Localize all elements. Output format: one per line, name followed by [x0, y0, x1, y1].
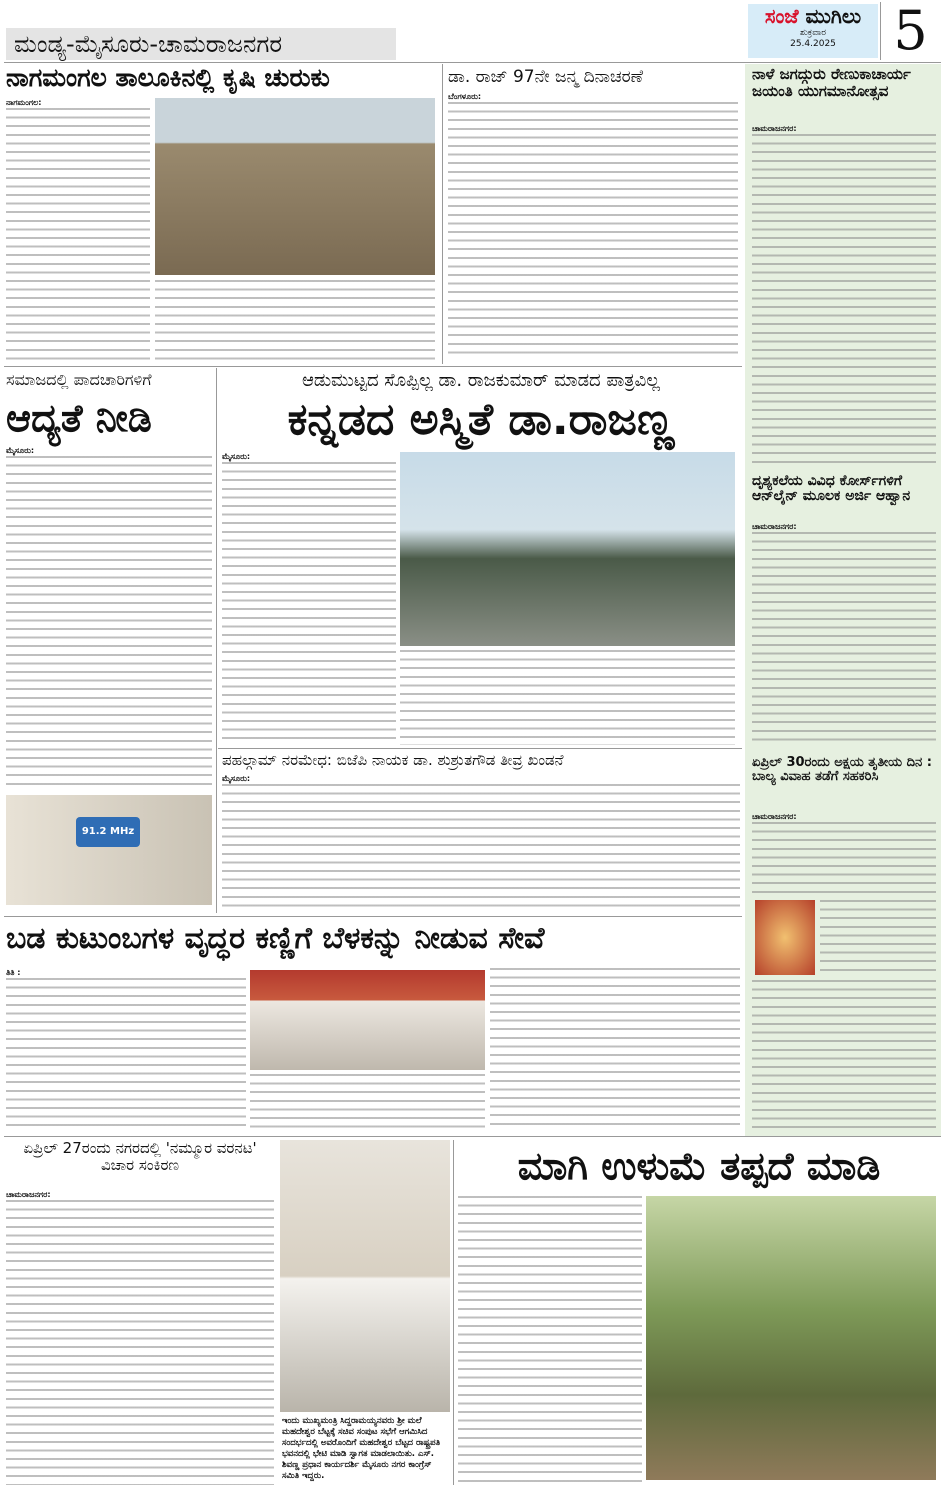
seminar-body: [6, 1200, 274, 1485]
eye-care-body-2: [250, 1074, 485, 1128]
eye-care-body: [6, 978, 246, 1128]
farming-photo: [155, 98, 435, 275]
wedding-hands-photo: [755, 900, 815, 975]
divider: [453, 1140, 454, 1485]
chief-minister-photo: [280, 1140, 450, 1412]
seminar-dateline: ಚಾಮರಾಜನಗರ:: [6, 1190, 51, 1199]
pedestrians-kicker: ಸಮಾಜದಲ್ಲಿ ಪಾದಚಾರಿಗಳಿಗೆ: [6, 370, 152, 389]
rajanna-kicker: ಆಡುಮುಟ್ಟದ ಸೊಪ್ಪಿಲ್ಲ ಡಾ. ರಾಜಕುಮಾರ್ ಮಾಡದ ಪಾತ್ರವಿಲ್ಲ: [301, 370, 661, 391]
child-marriage-body-2: [820, 900, 936, 975]
section-title: ಮಂಡ್ಯ-ಮೈಸೂರು-ಚಾಮರಾಜನಗರ: [6, 28, 396, 60]
date: 25.4.2025: [790, 39, 836, 49]
eye-care-dateline: ತಿತಿ :: [6, 968, 21, 977]
divider: [4, 916, 742, 917]
ploughing-headline: ಮಾಗಿ ಉಳುಮೆ ತಪ್ಪದೆ ಮಾಡಿ: [517, 1144, 881, 1188]
divider: [4, 366, 742, 367]
ox-ploughing-photo: [646, 1196, 936, 1480]
divider: [442, 64, 443, 364]
child-marriage-dateline: ಚಾಮರಾಜನಗರ:: [752, 812, 797, 821]
courses-headline: ದೃಶ್ಯಕಲೆಯ ವಿವಿಧ ಕೋರ್ಸ್‌ಗಳಿಗೆ ಆನ್‌ಲೈನ್ ಮೂಲಕ ಅರ್ಜಿ ಆಹ್ವಾನ: [752, 473, 911, 505]
seminar-headline: ಏಪ್ರಿಲ್ 27ರಂದು ನಗರದಲ್ಲಿ 'ನಮ್ಮೂರ ವರನಟ' ವಿಚಾರ ಸಂಕಿರಣ: [23, 1139, 257, 1174]
courses-body: [752, 532, 936, 747]
rajanna-body: [222, 462, 396, 745]
eye-care-headline: ಬಡ ಕುಟುಂಬಗಳ ವೃದ್ಧರ ಕಣ್ಣಿಗೆ ಬೆಳಕನ್ನು ನೀಡುವ ಸೇವೆ: [6, 921, 545, 956]
rajanna-body-2: [400, 650, 735, 745]
divider: [216, 368, 217, 913]
farming-body-2: [155, 280, 435, 360]
divider: [218, 748, 742, 749]
pedestrians-dateline: ಮೈಸೂರು:: [6, 446, 35, 455]
weekday: ಶುಕ್ರವಾರ: [800, 28, 826, 38]
paper-name-2: ಮುಗಿಲು: [805, 4, 862, 28]
courses-dateline: ಚಾಮರಾಜನಗರ:: [752, 522, 797, 531]
chief-minister-photo-caption: ಇಂದು ಮುಖ್ಯಮಂತ್ರಿ ಸಿದ್ದರಾಮಯ್ಯನವರು ಶ್ರೀ ಮಲೆ ಮಹದೇಶ್ವರ ಬೆಟ್ಟಕ್ಕೆ ಸಚಿವ ಸಂಪುಟ ಸಭೆಗೆ ಆಗಮಿಸಿದ ಸಂದರ್ಭದಲ್ಲಿ ಅವರೊಂದಿಗೆ ಮಹದೇಶ್ವರ ಬೆಟ್ಟದ ರಾಷ್ಟ್ರಪತಿ ಭವನದಲ್ಲಿ ಭೇಟಿ ಮಾಡಿ ಸ್ವಾಗತ ಮಾಡಲಾಯಿತು. ಎಸ್. ಶಿವಣ್ಣ ಪ್ರಧಾನ ಕಾರ್ಯದರ್ಶಿ ಮೈಸೂರು ನಗರ ಕಾಂಗ್ರೆಸ್ ಸಮಿತಿ ಇದ್ದರು.: [282, 1416, 441, 1481]
renuka-body: [752, 134, 936, 469]
raj-birthday-dateline: ಬೆಂಗಳೂರು:: [448, 92, 482, 101]
farming-headline: ನಾಗಮಂಗಲ ತಾಲೂಕಿನಲ್ಲಿ ಕೃಷಿ ಚುರುಕು: [6, 63, 330, 92]
raj-birthday-headline: ಡಾ. ರಾಜ್ 97ನೇ ಜನ್ಮ ದಿನಾಚರಣೆ: [448, 67, 644, 87]
radio-studio-photo: [6, 795, 212, 905]
pahalgam-dateline: ಮೈಸೂರು:: [222, 774, 251, 783]
ploughing-body: [458, 1196, 642, 1484]
pahalgam-body: [222, 784, 740, 912]
radio-label: 91.2 MHz: [76, 817, 140, 847]
pedestrians-body: [6, 456, 212, 791]
farming-body: [6, 108, 150, 360]
rajanna-dateline: ಮೈಸೂರು:: [222, 452, 251, 461]
renuka-headline: ನಾಳೆ ಜಗದ್ಗುರು ರೇಣುಕಾಚಾರ್ಯ ಜಯಂತಿ ಯುಗಮಾನೋತ್ಸವ: [752, 65, 911, 100]
farming-dateline: ನಾಗಮಂಗಲ:: [6, 98, 42, 107]
child-marriage-headline: ಏಪ್ರಿಲ್ 30ರಂದು ಅಕ್ಷಯ ತೃತೀಯ ದಿನ : ಬಾಲ್ಯ ವಿವಾಹ ತಡೆಗೆ ಸಹಕರಿಸಿ: [752, 755, 932, 785]
paper-name: ಸಂಜೆ: [764, 4, 799, 28]
rajkumar-statue-photo: [400, 452, 735, 646]
eye-care-photo: [250, 970, 485, 1070]
raj-birthday-body: [448, 102, 738, 360]
rajanna-headline: ಕನ್ನಡದ ಅಸ್ಮಿತೆ ಡಾ.ರಾಜಣ್ಣ: [287, 394, 675, 445]
eye-care-body-3: [490, 968, 740, 1128]
child-marriage-body-3: [752, 980, 936, 1130]
pedestrians-headline: ಆದ್ಯತೆ ನೀಡಿ: [6, 396, 152, 440]
divider: [4, 1136, 941, 1137]
child-marriage-body: [752, 822, 936, 897]
masthead-logo: [748, 4, 878, 58]
renuka-dateline: ಚಾಮರಾಜನಗರ:: [752, 124, 797, 133]
pahalgam-headline: ಪಹಲ್ಗಾಮ್ ನರಮೇಧ: ಬಿಜೆಪಿ ನಾಯಕ ಡಾ. ಶುಶ್ರುತಗೌಡ ತೀವ್ರ ಖಂಡನೆ: [222, 751, 564, 769]
page-number: 5: [880, 2, 940, 60]
